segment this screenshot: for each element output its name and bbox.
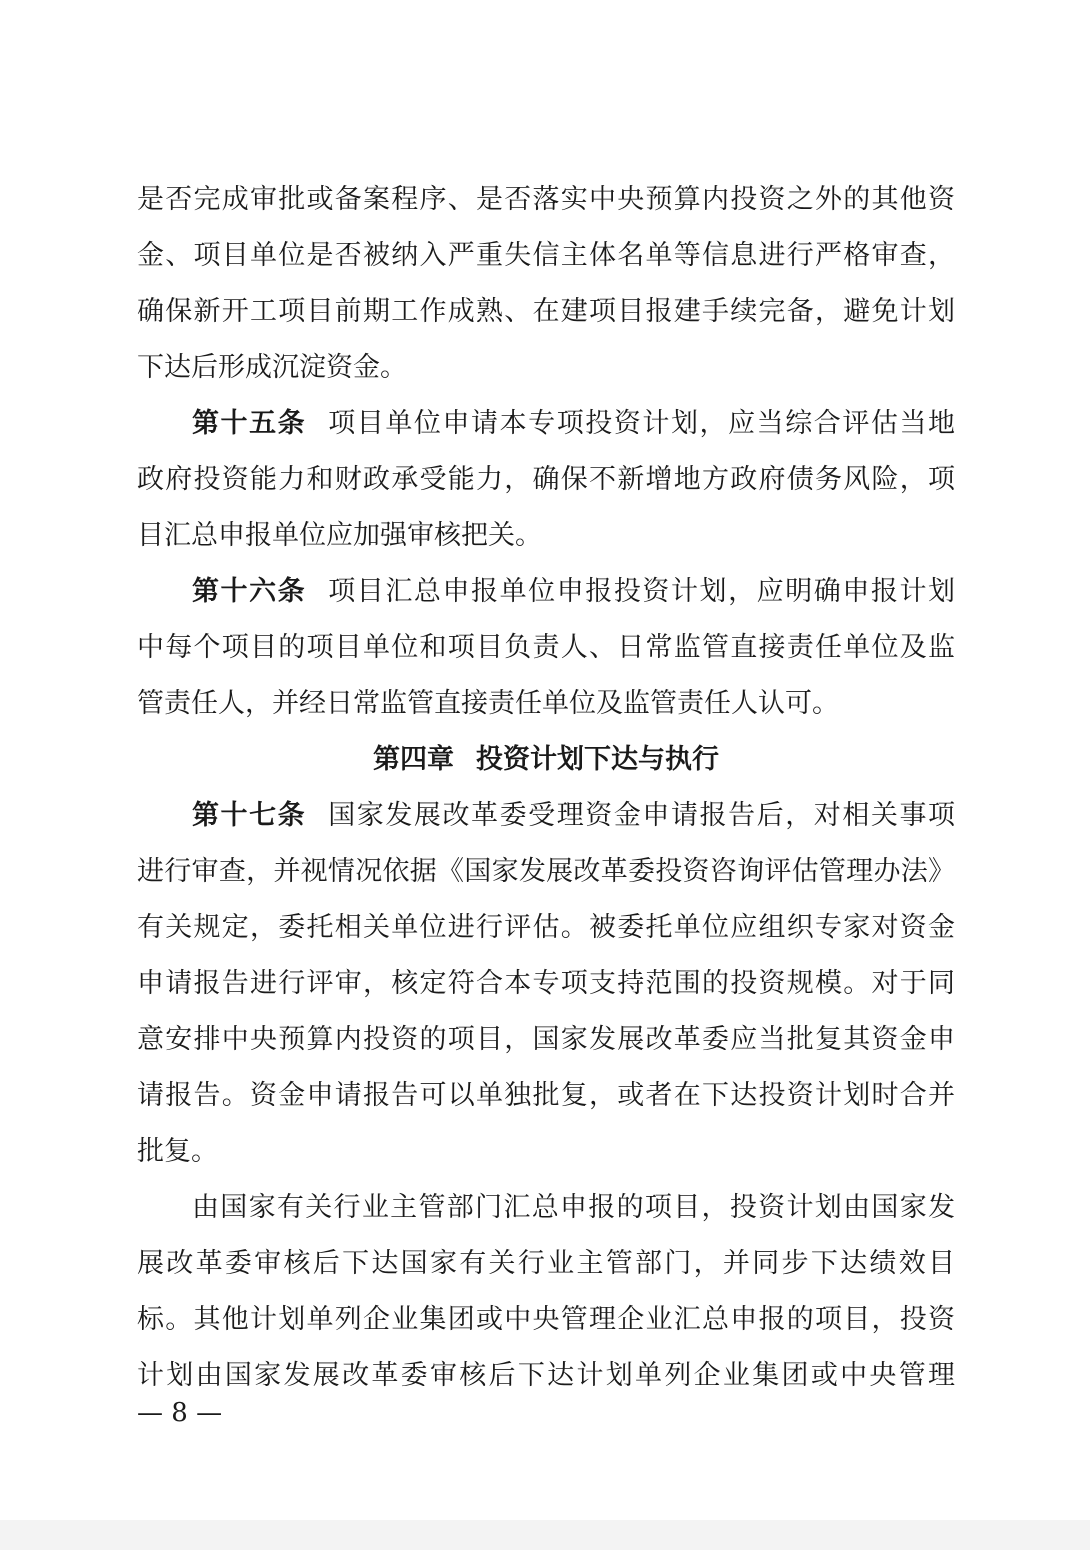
paragraph-first-line: 由国家有关行业主管部门汇总申报的项目，投资计划由国家发 [192,1192,955,1223]
article-15-label: 第十五条 [192,408,307,439]
article-17-label: 第十七条 [192,800,307,831]
text-line: 批复。 [137,1136,218,1167]
page-bottom-edge [0,1520,1090,1550]
article-16-text: 项目汇总申报单位申报投资计划，应明确申报计划 [328,576,956,607]
chapter-title: 投资计划下达与执行 [476,744,719,775]
text-line: 进行审查，并视情况依据《国家发展改革委投资咨询评估管理办法》 [137,856,955,887]
text-line: 申请报告进行评审，核定符合本专项支持范围的投资规模。对于同 [137,968,955,999]
text-line: 是否完成审批或备案程序、是否落实中央预算内投资之外的其他资 [137,184,955,215]
page-number: — 8 — [137,1398,223,1428]
article-17-text: 国家发展改革委受理资金申请报告后，对相关事项 [328,800,956,831]
article-15-text: 项目单位申请本专项投资计划，应当综合评估当地 [328,408,956,439]
chapter-number: 第四章 [373,744,454,775]
article-16-first-line [137,564,955,620]
text-line: 中每个项目的项目单位和项目负责人、日常监管直接责任单位及监 [137,632,955,663]
article-17-first-line [137,788,955,844]
text-line: 标。其他计划单列企业集团或中央管理企业汇总申报的项目，投资 [137,1304,955,1335]
text-line: 下达后形成沉淀资金。 [137,352,407,383]
article-15-first-line [137,396,955,452]
text-line: 请报告。资金申请报告可以单独批复，或者在下达投资计划时合并 [137,1080,955,1111]
chapter-heading [137,732,955,788]
text-line: 目汇总申报单位应加强审核把关。 [137,520,542,551]
text-line: 金、项目单位是否被纳入严重失信主体名单等信息进行严格审查， [137,240,955,271]
text-line: 计划由国家发展改革委审核后下达计划单列企业集团或中央管理 [137,1360,955,1391]
text-line: 有关规定，委托相关单位进行评估。被委托单位应组织专家对资金 [137,912,955,943]
text-line: 管责任人，并经日常监管直接责任单位及监管责任人认可。 [137,688,839,719]
text-line: 政府投资能力和财政承受能力，确保不新增地方政府债务风险，项 [137,464,955,495]
text-line: 意安排中央预算内投资的项目，国家发展改革委应当批复其资金申 [137,1024,955,1055]
article-16-label: 第十六条 [192,576,307,607]
text-line: 展改革委审核后下达国家有关行业主管部门，并同步下达绩效目 [137,1248,955,1279]
document-body [137,172,955,1404]
text-line: 确保新开工项目前期工作成熟、在建项目报建手续完备，避免计划 [137,296,955,327]
